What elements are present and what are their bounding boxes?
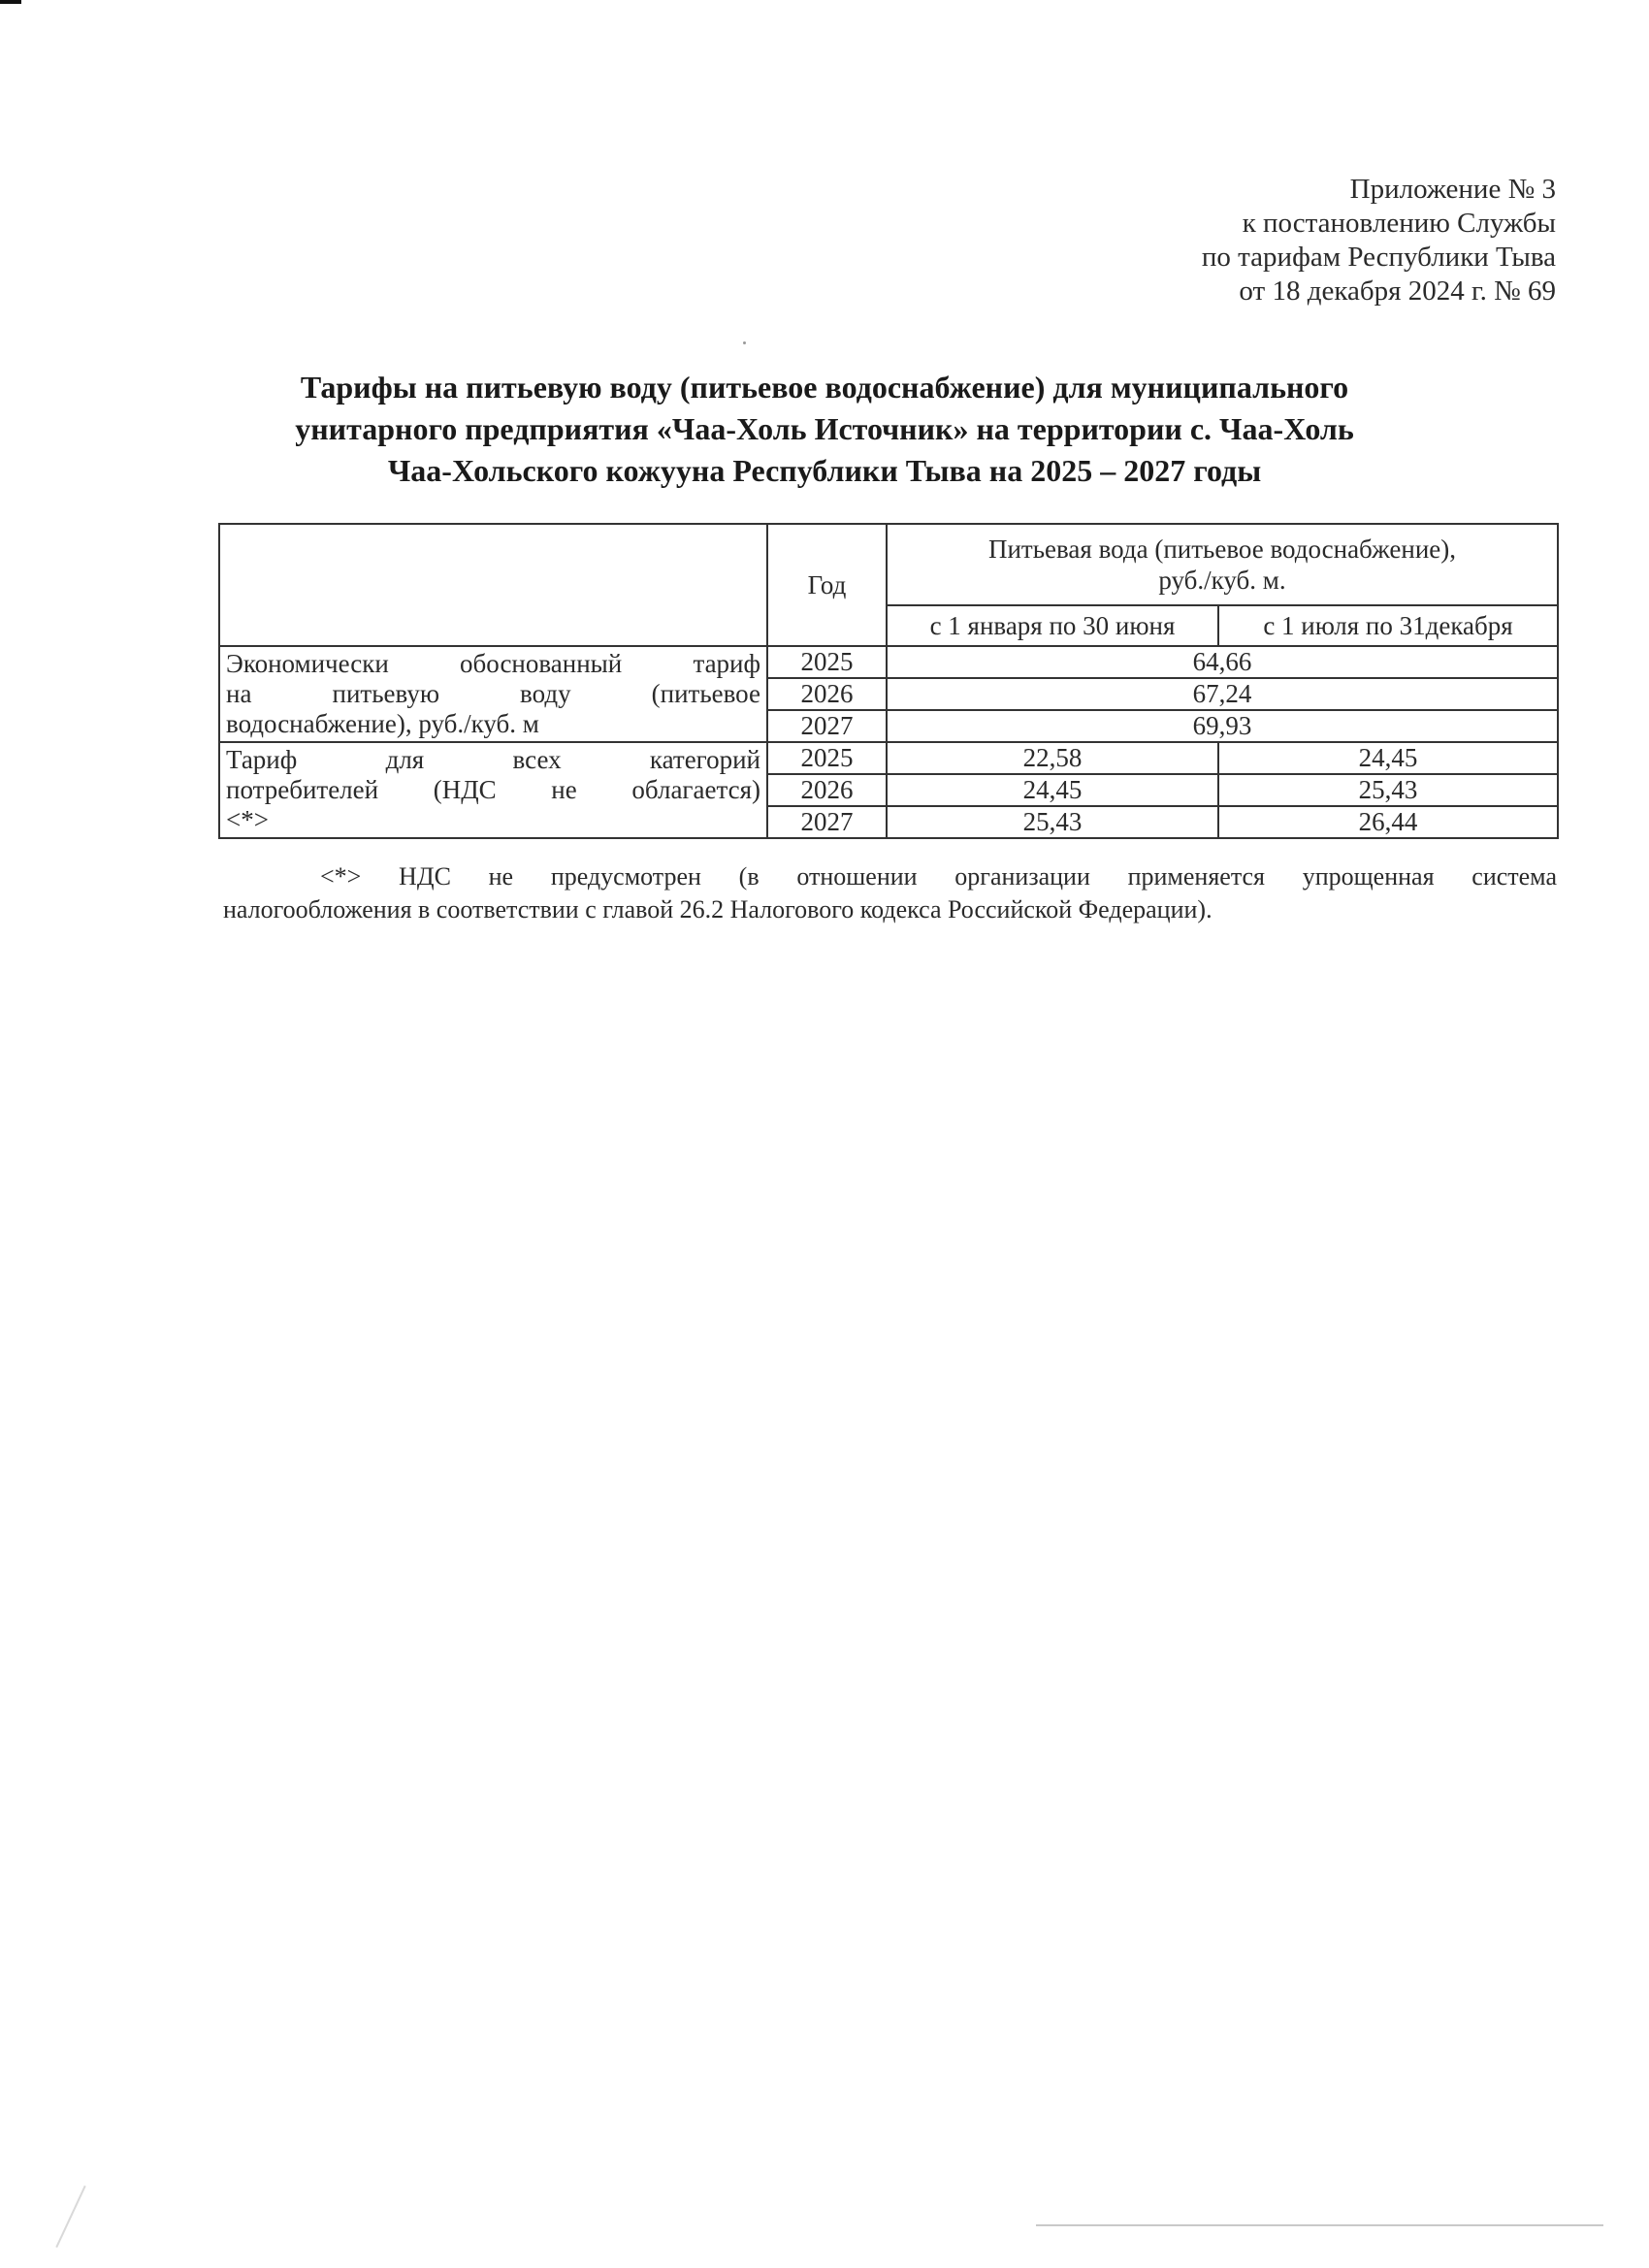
value-cell-h2: 26,44	[1218, 806, 1558, 838]
year-cell: 2025	[767, 742, 887, 774]
header-empty-cell	[219, 524, 767, 646]
year-cell: 2027	[767, 710, 887, 742]
header-water-line2: руб./куб. м.	[1158, 566, 1286, 595]
footnote	[223, 860, 1557, 926]
value-cell-h1: 24,45	[887, 774, 1218, 806]
header-water-line1: Питьевая вода (питьевое водоснабжение),	[987, 535, 1457, 564]
scan-speck	[743, 341, 746, 344]
consumer-tariff-label	[219, 742, 767, 838]
footnote-line-2: налогообложения в соответствии с главой 26.2 Налогового кодекса Российской Федерации).	[223, 895, 1212, 923]
value-cell: 64,66	[887, 646, 1558, 678]
table-header-row	[219, 524, 1558, 605]
table-row	[219, 646, 1558, 678]
year-cell: 2026	[767, 678, 887, 710]
document-title	[155, 367, 1494, 492]
tariff-table	[218, 523, 1559, 839]
economic-tariff-label	[219, 646, 767, 742]
value-cell: 69,93	[887, 710, 1558, 742]
scan-bottom-line	[1036, 2224, 1603, 2226]
header-period-2: с 1 июля по 31декабря	[1218, 605, 1558, 646]
title-line-2: унитарного предприятия «Чаа-Холь Источник» на территории с. Чаа-Холь	[295, 411, 1354, 446]
value-cell-h2: 25,43	[1218, 774, 1558, 806]
economic-tariff-label-line3: водоснабжение), руб./куб. м	[226, 709, 539, 738]
header-year: Год	[767, 524, 887, 646]
header-period-1: с 1 января по 30 июня	[887, 605, 1218, 646]
consumer-tariff-label-line1: Тариф для всех категорий	[226, 745, 760, 774]
title-line-3: Чаа-Хольского кожууна Республики Тыва на 2025 – 2027 годы	[387, 453, 1262, 488]
appendix-number: Приложение № 3	[1349, 174, 1556, 205]
title-line-1: Тарифы на питьевую воду (питьевое водоснабжение) для муниципального	[300, 370, 1349, 405]
table-row	[219, 742, 1558, 774]
value-cell-h2: 24,45	[1218, 742, 1558, 774]
appendix-header	[1202, 173, 1556, 308]
consumer-tariff-label-line2: потребителей (НДС не облагается)	[226, 775, 760, 804]
value-cell-h1: 25,43	[887, 806, 1218, 838]
header-water	[887, 524, 1558, 605]
scan-scratch	[55, 2186, 85, 2248]
appendix-resolution: к постановлению Службы	[1242, 208, 1556, 239]
value-cell-h1: 22,58	[887, 742, 1218, 774]
footnote-line-1: <*> НДС не предусмотрен (в отношении организации применяется упрощенная система	[320, 862, 1557, 891]
economic-tariff-label-line2: на питьевую воду (питьевое	[226, 679, 760, 708]
year-cell: 2026	[767, 774, 887, 806]
economic-tariff-label-line1: Экономически обоснованный тариф	[226, 649, 760, 678]
appendix-date: от 18 декабря 2024 г. № 69	[1239, 275, 1556, 307]
value-cell: 67,24	[887, 678, 1558, 710]
appendix-authority: по тарифам Республики Тыва	[1201, 242, 1556, 273]
consumer-tariff-label-line3: <*>	[226, 805, 269, 834]
year-cell: 2027	[767, 806, 887, 838]
scan-corner-mark	[0, 0, 21, 4]
year-cell: 2025	[767, 646, 887, 678]
